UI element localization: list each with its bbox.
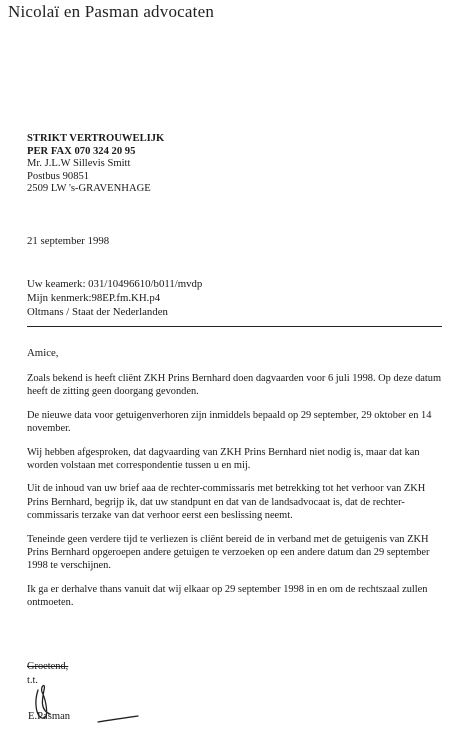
letter-date: 21 september 1998 xyxy=(27,235,110,247)
body-paragraph: De nieuwe data voor getuigenverhoren zijn inmiddels bepaald op 29 september, 29 oktober en 14 november. xyxy=(27,409,432,435)
fax-line: PER FAX 070 324 20 95 xyxy=(27,145,136,157)
recipient-city: 2509 LW 's-GRAVENHAGE xyxy=(27,183,151,195)
body-paragraph: Teneinde geen verdere tijd te verliezen is cliënt bereid de in verband met de getuigenis van ZKH Prins Bernhard opgeroepen andere getuigen te verzoeken op een andere datum dan 29 september 1998 te verschijnen. xyxy=(27,533,430,572)
body-paragraph: Uit de inhoud van uw brief aaa de rechter-commissaris met betrekking tot het verhoor van ZKH Prins Bernhard, begrijp ik, dat uw standpunt en dat van de landsadvocaat is, dat de rechter-commissaris terzake van dat verhoor eerst een beslissing neemt. xyxy=(27,483,426,522)
closing-greeting: Groetend, xyxy=(27,661,69,672)
body-paragraph: Zoals bekend is heeft cliënt ZKH Prins Bernhard doen dagvaarden voor 6 juli 1998. Op deze datum heeft de zitting geen doorgang gevonden. xyxy=(27,373,442,398)
signatory-name: E.Pasman xyxy=(28,711,71,722)
my-reference: Mijn kenmerk:98EP.fm.KH.p4 xyxy=(27,291,161,304)
closing-tt: t.t. xyxy=(27,675,38,686)
letter-body xyxy=(27,372,443,620)
salutation: Amice, xyxy=(27,347,59,359)
divider xyxy=(27,326,442,327)
recipient-po-box: Postbus 90851 xyxy=(27,170,90,182)
confidential-notice: STRIKT VERTROUWELIJK xyxy=(27,133,165,144)
case-reference: Oltmans / Staat der Nederlanden xyxy=(27,305,168,318)
recipient-name: Mr. J.L.W Sillevis Smitt xyxy=(27,158,131,170)
body-paragraph: Wij hebben afgesproken, dat dagvaarding van ZKH Prins Bernhard niet nodig is, maar dat kan worden volstaan met correspondentie tussen u en mij. xyxy=(27,446,420,472)
your-reference: Uw keamerk: 031/10496610/b011/mvdp xyxy=(27,278,203,290)
letterhead: Nicolaï en Pasman advocaten xyxy=(8,2,215,21)
recipient-block xyxy=(27,133,164,196)
reference-block xyxy=(27,278,202,319)
body-paragraph: Ik ga er derhalve thans vanuit dat wij elkaar op 29 september 1998 in en om de rechtszaal zullen ontmoeten. xyxy=(27,583,428,609)
